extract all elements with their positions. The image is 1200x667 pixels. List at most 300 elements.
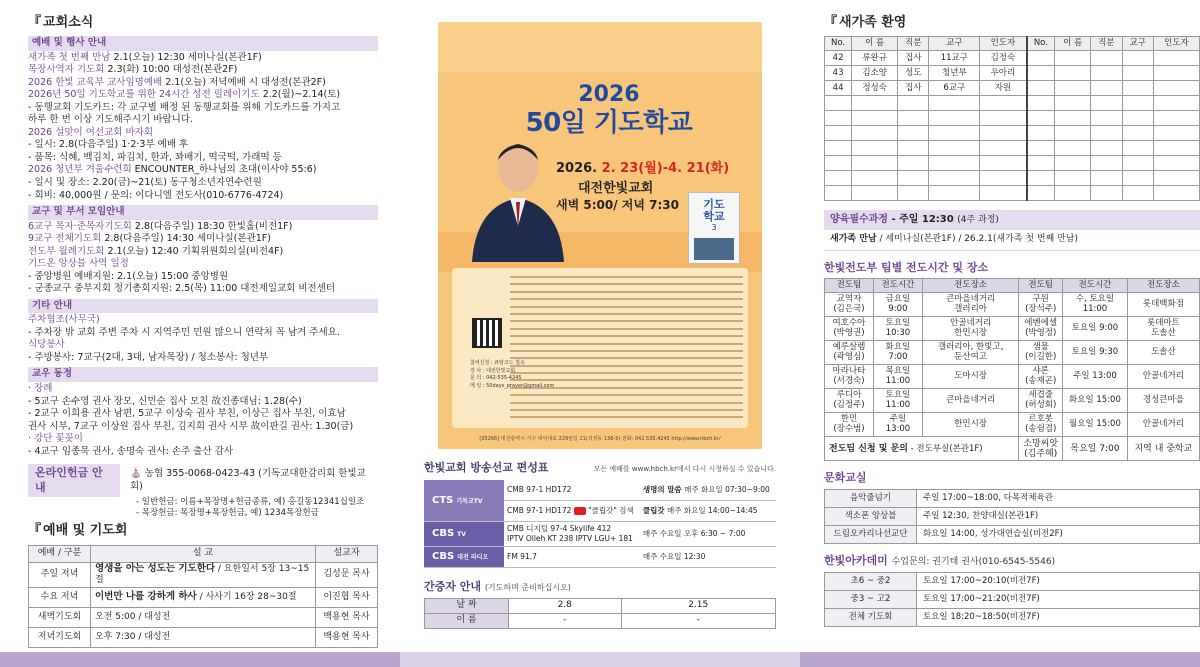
newcomer-cell [980,186,1027,201]
newcomer-cell [1055,186,1091,201]
newcomer-cell: 청년부 [929,66,980,81]
mission-cell: 안골네거리 한민시장 [922,317,1018,341]
broadcast-table [424,480,776,568]
worship-row [29,608,378,628]
news-line-title: 9교구 전체기도회 [28,233,102,245]
newcomer-col: 직분 [898,37,929,51]
newcomer-cell [929,96,980,111]
newcomer-cell [1122,126,1153,141]
mission-cell: 예루살렘 (곽영심) [825,341,874,365]
news-line-title: - 2교구 이희용 권사 남편, 5교구 이상숙 권사 부친, 이상근 집사 부친, 이효남 [28,408,346,420]
news-line [28,352,378,365]
news-line-title: 식당봉사 [28,339,65,351]
culture-row [825,489,1200,507]
newcomer-cell [1055,171,1091,186]
youtube-icon [574,507,586,515]
mission-cell: 세겹줄 (허성회) [1019,389,1063,413]
mission-cell: 르호봇 (송쉼겸) [1019,413,1063,437]
worship-col-sermon: 설 교 [91,545,316,562]
mission-cell: 한민 (장수범) [825,413,874,437]
academy-title: 한빛아카데미 수업문의: 권기태 권사(010-6545-5546) [824,553,1056,567]
newcomer-cell [1027,81,1055,96]
news-line [28,339,378,352]
news-line-title: - 군종교구 중부지회 정기총회지원: 2.5(목) 11:00 대전제일교회 비전센터 [28,283,336,295]
newcomer-cell [852,96,898,111]
mission-cell: 월요일 15:00 [1063,413,1128,437]
mission-col: 전도팀 [1019,279,1063,293]
newcomer-cell [898,171,929,186]
mission-cell: 목요일 11:00 [873,365,922,389]
news-line-title: · 장례 [28,382,53,394]
newcomer-cell: 김소양 [852,66,898,81]
culture-value: 주일 17:00~18:00, 다목적체육관 [917,489,1200,507]
worship-row [29,588,378,608]
news-line-title: 목장사역자 기도회 [28,64,105,76]
news-line [28,64,378,77]
newcomer-cell [1055,81,1091,96]
worship-sermon [91,588,316,608]
newcomer-cell: 자원 [980,81,1027,96]
newcomer-row [825,156,1200,171]
news-line [28,421,378,434]
worship-sermon [91,562,316,588]
worship-type: 새벽기도회 [29,608,91,628]
newcomer-cell [852,186,898,201]
news-line-title: 하루 한 번 이상 기도해주시기 바랍니다. [28,114,193,126]
newcomer-row [825,126,1200,141]
mission-cell: 루디아 (김정주) [825,389,874,413]
news-line-title: - 일시 및 장소: 2.20(금)~21(토) 동구청소년자연수련원 [28,177,262,188]
news-line-title: - 주방봉사: 7교구(2대, 3대, 남자목장) / 청소봉사: 청년부 [28,351,269,363]
newcomer-cell [980,156,1027,171]
news-line [28,152,378,165]
news-line [28,127,378,140]
academy-table [824,572,1200,627]
book-image [694,238,734,260]
news-line-detail: 2.1(오늘) 저녁예배 시 대성전(본관2F) [162,76,326,88]
news-line [28,314,378,327]
newcomer-cell: 집사 [898,51,929,66]
newcomer-cell: 정성숙 [852,81,898,96]
newcomer-cell [1027,111,1055,126]
newcomer-cell [929,156,980,171]
news-line [28,433,378,446]
newcomer-cell [1055,141,1091,156]
news-line [28,190,378,203]
mission-row [825,389,1200,413]
broadcast-channel: CMB 디지털 97-4 Skylife 412 IPTV Olleh KT 238 IPTV LGU+ 181 [504,522,640,547]
culture-value: 화요일 14:00, 성가대연습실(비전2F) [917,525,1200,543]
news-line [28,271,378,284]
news-section-head: 기타 안내 [28,299,378,314]
mission-table [824,278,1200,461]
testimony-header: 간증자 안내 (기도하며 준비하십시오) [424,579,571,593]
broadcast-header [424,461,776,476]
news-line-detail: 2.2(월)~2.14(토) [259,89,341,101]
sermon-title: 영생을 아는 성도는 기도한다 [95,562,216,574]
mission-col: 전도장소 [922,279,1018,293]
mission-col: 전도시간 [873,279,922,293]
newcomer-cell [898,156,929,171]
broadcast-program: 매주 수요일 12:30 [640,546,776,567]
newcomer-cell [898,96,929,111]
newcomer-cell [1122,111,1153,126]
testimony-name: - [621,614,776,629]
newcomer-cell: 김정숙 [980,51,1027,66]
newcomer-cell [1091,51,1122,66]
speaker-photo [466,134,570,262]
broadcast-program: 클립갓 매주 화요일 14:00~14:45 [640,501,776,522]
newcomer-cell [1091,126,1122,141]
newcomer-cell: 우아리 [980,66,1027,81]
mission-cell: 에벤에셀 (박영정) [1019,317,1063,341]
poster-year: 2026 [578,82,640,107]
newcomer-cell [1027,126,1055,141]
culture-table [824,489,1200,544]
newcomer-cell [825,186,852,201]
mission-row [825,293,1200,317]
bracket-mark: 『 [28,15,42,30]
news-line-title: · 강단 꽃꽂이 [28,433,83,445]
news-line [28,164,378,177]
mission-cell: 토요일 9:30 [1063,341,1128,365]
news-line-title: 2026년 50일 기도학교를 위한 24시간 성전 릴레이기도 [28,89,260,101]
bottom-bar [800,652,1200,667]
newcomer-cell [1091,156,1122,171]
newcomer-cell [852,171,898,186]
online-offering [28,464,378,497]
worship-preacher: 이진협 목사 [316,588,378,608]
newcomer-row [825,141,1200,156]
newcomer-cell: 44 [825,81,852,96]
poster-schedule [452,268,748,428]
news-line-title: 주차협조(사무국) [28,314,100,326]
mission-row [825,413,1200,437]
mission-cell: 안골네거리 [1127,365,1199,389]
news-line [28,327,378,340]
newcomer-cell [1153,171,1199,186]
newcomer-cell [1122,156,1153,171]
worship-table [28,545,378,649]
mission-contact: 전도팀 신청 및 문의 - 전도부실(본관1F) [825,437,1019,461]
mission-cell: 금요일 9:00 [873,293,922,317]
cbs-tv-logo: CBS TV [424,522,504,547]
newcomer-cell [1153,141,1199,156]
newcomer-cell: 성도 [898,66,929,81]
testimony-date-label: 날 짜 [425,599,509,614]
mission-cell: 갤러리아, 한빛고, 둔산여고 [922,341,1018,365]
news-line-title: - 회비: 40,000원 / 문의: 이다니엘 전도사(010-6776-4724) [28,189,284,201]
worship-row [29,562,378,588]
book-number: 3 [711,223,717,233]
academy-row [825,608,1200,626]
newcomer-table [824,36,1200,201]
book-cover [688,192,740,264]
cbs-radio-logo: CBS 대전 라디오 [424,546,504,567]
news-line-title: 2026 청년부 겨울수련회 [28,164,132,176]
newcomer-cell [898,126,929,141]
culture-label: 드림오카리나선교단 [825,525,917,543]
news-line [28,177,378,190]
news-line-detail: ENCOUNTER_하나님의 초대(이사야 55:6) [131,164,317,176]
newcomer-cell [1091,96,1122,111]
news-line-title: 권사 시부, 7교구 이상원 집사 부친, 김지희 권사 시부 故이판길 권사: 1.30(금) [28,420,354,432]
news-line [28,396,378,409]
news-line-title: - 동행교회 기도카드: 각 교구별 배정 된 동행교회를 위해 기도카드를 가지고 [28,101,341,113]
newcomer-col: No. [1027,37,1055,51]
bottom-bar [0,652,400,667]
mission-cell: 마라나타 (서경숙) [825,365,874,389]
newcomer-cell [825,156,852,171]
mission-cell: 롯데백화점 [1127,293,1199,317]
news-line-title: - 4교구 임종묵 권사, 송명숙 권사: 손주 출산 감사 [28,445,234,457]
mission-cell: 도마시장 [922,365,1018,389]
sermon-ref: 오후 7:30 / 대성전 [95,631,171,642]
newcomer-cell [1122,66,1153,81]
academy-row [825,590,1200,608]
newcomer-cell [1055,126,1091,141]
bracket-mark: 『 [28,523,42,539]
newcomer-cell [1027,156,1055,171]
broadcast-note: 모든 예배를 www.hbch.kr에서 다시 시청하실 수 있습니다. [593,465,776,473]
academy-row [825,572,1200,590]
news-line [28,283,378,296]
news-line-title: 새가족 첫 번째 만남 [28,51,111,63]
news-section-head: 교우 동정 [28,367,378,382]
qr-code[interactable] [472,318,502,348]
newcomer-cell [929,111,980,126]
news-line-title: - 중앙병원 예배지원: 2.1(오늘) 15:00 중앙병원 [28,270,229,282]
poster-title-box [520,80,698,139]
newcomer-cell [1122,141,1153,156]
newcomer-row [825,51,1200,66]
newcomer-col: 인도자 [980,37,1027,51]
news-line-title: 2026 한빛 교육부 교사임명예배 [28,76,163,88]
broadcast-channel: FM 91.7 [504,546,640,567]
newcomer-cell [1091,66,1122,81]
newcomer-cell [1122,81,1153,96]
academy-label: 초6 ~ 중2 [825,572,917,590]
newcomer-cell [1091,141,1122,156]
newcomer-cell [825,171,852,186]
news-line-title: - 품목: 식혜, 백김치, 파김치, 한과, 꽈배기, 떡국떡, 가래떡 등 [28,151,282,163]
news-line-title: - 일시: 2.8(다음주일) 1·2·3부 예배 후 [28,139,189,151]
worship-sermon [91,608,316,628]
church-news [28,36,378,458]
newcomer-cell [825,111,852,126]
culture-row [825,525,1200,543]
news-line [28,114,378,127]
newcomer-cell [898,111,929,126]
newcomer-cell [1153,126,1199,141]
newcomer-cell [1091,186,1122,201]
worship-type: 주일 저녁 [29,562,91,588]
newcomer-row [825,111,1200,126]
news-line [28,246,378,259]
broadcast-title: 한빛교회 방송선교 편성표 [424,461,549,474]
worship-sermon [91,628,316,648]
newcomer-cell [929,171,980,186]
worship-col-type: 예배 / 구분 [29,545,91,562]
broadcast-channel: CMB 97-1 HD172 [504,480,640,501]
newcomer-col: 교구 [929,37,980,51]
testimony-name: - [509,614,622,629]
newcomer-cell: 6교구 [929,81,980,96]
worship-type: 수요 저녁 [29,588,91,608]
poster-band [438,22,762,72]
newcomer-row [825,81,1200,96]
poster-date: 2026. 2. 23(월)-4. 21(화) [556,161,730,176]
newcomer-cell: 43 [825,66,852,81]
testimony-name-label: 이 름 [425,614,509,629]
mission-foot: 전도팀 신청 및 문의 - 전도부실(본관1F) 소망씨앗 (김주혜) 목요일 7:00 지역 내 중학교 [825,437,1200,461]
newcomer-cell [1027,141,1055,156]
newcomer-cell [1122,171,1153,186]
worship-preacher: 백용현 목사 [316,608,378,628]
news-line [28,383,378,396]
news-line-detail: 2.8(다음주일) 18:30 한빛홀(비전1F) [131,220,293,232]
mission-col: 전도장소 [1127,279,1199,293]
mission-row [825,365,1200,389]
academy-value: 토요일 17:00~21:20(비전7F) [917,590,1200,608]
newcomer-cell [1027,66,1055,81]
course-row: 새가족 만남 / 세미나실(본관1F) / 26.2.1(새가족 첫 번째 만남) [824,230,1200,251]
bracket-mark: 『 [824,15,838,30]
mission-cell: 화요일 7:00 [873,341,922,365]
newcomer-title: 『 새가족 환영 [824,15,907,30]
newcomer-cell [1122,186,1153,201]
mission-cell: 토요일 11:00 [873,389,922,413]
newcomer-cell: 류완규 [852,51,898,66]
academy-value: 토요일 17:00~20:10(비전7F) [917,572,1200,590]
newcomer-col: 직분 [1091,37,1122,51]
newcomer-cell [825,141,852,156]
poster-times: 새벽 5:00/ 저녁 7:30 [556,198,679,212]
broadcast-program: 매주 수요일 오후 6:30 ~ 7:00 [640,522,776,547]
offering-sub-general: - 일반헌금: 이름+목장명+헌금종류, 예) 홍길동12341십일조 [136,497,365,508]
news-line-title: - 주차장 밖 교회 주변 주차 시 지역주민 민원 많으니 연락처 꼭 남겨 주세요. [28,326,340,338]
broadcast-program: 생명의 말씀 매주 화요일 07:30~9:00 [640,480,776,501]
newcomer-cell [1153,81,1199,96]
news-section-head: 예배 및 행사 안내 [28,36,378,51]
newcomer-cell [1153,66,1199,81]
worship-title: 『 예배 및 기도회 [28,523,128,539]
academy-label: 전체 기도회 [825,608,917,626]
worship-row [29,628,378,648]
book-title: 기도 학교 [703,198,725,224]
newcomer-cell [825,96,852,111]
schedule-col [658,276,743,424]
bank-account: ⛪ 농협 355-0068-0423-43 (기독교대한감리회 한빛교회) [130,468,366,492]
worship-col-preacher: 설교자 [316,545,378,562]
newcomer-cell [1027,96,1055,111]
newcomer-row [825,171,1200,186]
bank-icon: ⛪ [130,468,142,480]
newcomer-col: 인도자 [1153,37,1199,51]
poster-info: 참여신청 : 큐알코드 접속 강 사 : 대전한빛교회 문 의 : 042-535-4245 메 일 : 50days_prayer@gmail.com [470,360,555,389]
newcomer-cell [898,186,929,201]
mission-cell: 샤론 (송재곤) [1019,365,1063,389]
mission-cell: 교역자 (김은국) [825,293,874,317]
mission-col: 전도시간 [1063,279,1128,293]
middle-column [400,0,800,667]
newcomer-cell: 집사 [898,81,929,96]
prayer-school-poster [438,22,762,449]
newcomer-cell [1027,51,1055,66]
newcomer-cell [1153,96,1199,111]
academy-value: 토요일 18:20~18:50(비전7F) [917,608,1200,626]
offering-sub-group: - 목장헌금: 목장명+목장헌금, 예) 1234목장헌금 [136,507,319,518]
mission-cell: 샘물 (이길한) [1019,341,1063,365]
newcomer-cell [980,171,1027,186]
news-line [28,408,378,421]
newcomer-cell [929,186,980,201]
mission-cell: 롯데마트 도솔산 [1127,317,1199,341]
sermon-title: 이번만 나를 강하게 하사 [95,591,197,603]
mission-cell: 화요일 15:00 [1063,389,1128,413]
newcomer-cell [898,141,929,156]
newcomer-col: No. [825,37,852,51]
testimony-date: 2.15 [621,599,776,614]
news-line [28,258,378,271]
news-line [28,233,378,246]
mission-cell: 토요일 10:30 [873,317,922,341]
course-header: 양육필수과정 - 주일 12:30 (4주 과정) [824,210,1200,230]
news-line [28,139,378,152]
newcomer-cell [1055,66,1091,81]
sermon-ref: / 요한일서 5장 13~15절 [95,563,310,586]
cts-logo: CTS 기독교TV [424,480,504,522]
newcomer-cell [1055,156,1091,171]
newcomer-cell [852,126,898,141]
news-line-title: 6교구 목자·준목자기도회 [28,220,132,232]
mission-cell: 주일 13:00 [873,413,922,437]
newcomer-cell [1153,51,1199,66]
poster-title: 50일 기도학교 [525,108,693,139]
newcomer-cell: 42 [825,51,852,66]
news-line-detail: 2.1(오늘) 12:30 세미나실(본관1F) [110,51,262,63]
newcomer-cell [852,141,898,156]
newcomer-cell [852,111,898,126]
poster-church: 대전한빛교회 [578,181,654,196]
newcomer-cell [980,141,1027,156]
mission-row [825,317,1200,341]
culture-label: 색소폰 앙상블 [825,507,917,525]
mission-cell: 주일 13:00 [1063,365,1128,389]
mission-col: 전도팀 [825,279,874,293]
left-column [0,0,400,667]
sermon-ref: 오전 5:00 / 대성전 [95,611,171,622]
news-line-title: 전도부 월례기도회 [28,245,105,257]
culture-label: 음악줄넘기 [825,489,917,507]
news-line-title: 기드온 앙상블 사역 일정 [28,258,129,270]
newcomer-cell [929,141,980,156]
news-line [28,89,378,102]
news-line [28,102,378,115]
mission-title: 한빛전도부 팀별 전도시간 및 장소 [824,260,989,274]
mission-cell: 여호수아 (박영권) [825,317,874,341]
newcomer-cell: 11교구 [929,51,980,66]
newcomer-cell [980,111,1027,126]
poster-footer: [35266] 대전광역시 서구 대덕대로 229번길 21(괴정동 136-5) 전화: 042.535.4245 http://www.hbch.kr/ [479,436,721,443]
newcomer-cell [1091,111,1122,126]
newcomer-row [825,66,1200,81]
mission-cell: 구원 (장석주) [1019,293,1063,317]
newcomer-col: 교구 [1122,37,1153,51]
newcomer-cell [980,96,1027,111]
mission-cell: 도솔산 [1127,341,1199,365]
mission-cell: 안골네거리 [1127,413,1199,437]
